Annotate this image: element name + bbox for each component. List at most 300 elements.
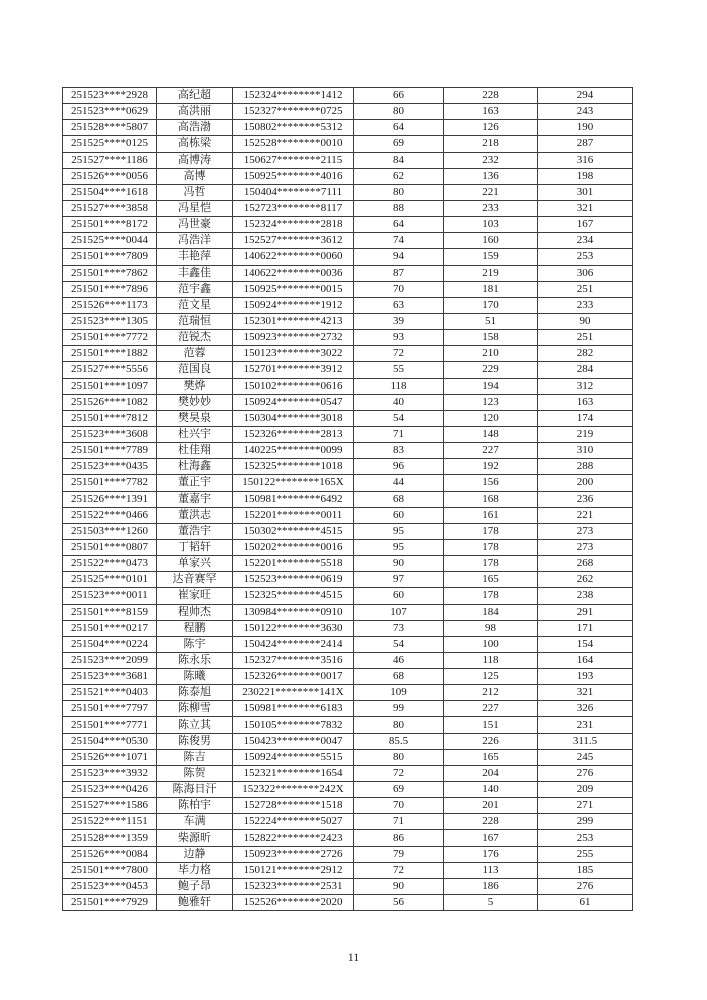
cell-score-2: 168 [444,491,538,507]
cell-exam-number: 251501****0217 [63,620,157,636]
cell-score-1: 64 [354,217,444,233]
cell-id-number: 150923********2732 [233,330,354,346]
table-row [63,88,633,104]
cell-name: 范瑞恒 [157,313,233,329]
cell-id-number: 150123********3022 [233,346,354,362]
cell-score-2: 178 [444,539,538,555]
table-row [63,588,633,604]
cell-total: 231 [538,717,633,733]
table-row [63,200,633,216]
cell-score-1: 109 [354,685,444,701]
cell-total: 209 [538,782,633,798]
cell-total: 282 [538,346,633,362]
cell-name: 陈曦 [157,669,233,685]
cell-total: 90 [538,313,633,329]
table-row [63,830,633,846]
cell-score-1: 83 [354,443,444,459]
cell-total: 253 [538,249,633,265]
cell-total: 251 [538,330,633,346]
cell-exam-number: 251501****1882 [63,346,157,362]
cell-total: 255 [538,846,633,862]
table-row [63,426,633,442]
cell-total: 306 [538,265,633,281]
cell-score-2: 165 [444,749,538,765]
cell-total: 174 [538,410,633,426]
cell-exam-number: 251504****0224 [63,636,157,652]
cell-name: 车满 [157,814,233,830]
cell-score-2: 103 [444,217,538,233]
cell-score-1: 54 [354,410,444,426]
cell-score-1: 60 [354,588,444,604]
cell-name: 高浩渤 [157,120,233,136]
cell-total: 299 [538,814,633,830]
cell-name: 樊烨 [157,378,233,394]
table-row [63,362,633,378]
cell-score-2: 158 [444,330,538,346]
cell-score-2: 229 [444,362,538,378]
cell-score-2: 148 [444,426,538,442]
table-row [63,120,633,136]
cell-total: 271 [538,798,633,814]
cell-id-number: 152201********5518 [233,556,354,572]
cell-score-1: 64 [354,120,444,136]
table-row [63,620,633,636]
cell-name: 陈立其 [157,717,233,733]
cell-name: 边静 [157,846,233,862]
cell-name: 高纪超 [157,88,233,104]
table-row [63,701,633,717]
cell-exam-number: 251523****2928 [63,88,157,104]
cell-total: 321 [538,685,633,701]
cell-score-2: 156 [444,475,538,491]
cell-total: 268 [538,556,633,572]
cell-name: 程帅杰 [157,604,233,620]
cell-id-number: 150924********5515 [233,749,354,765]
cell-score-2: 136 [444,168,538,184]
table-row [63,297,633,313]
cell-score-1: 80 [354,104,444,120]
table-row [63,104,633,120]
cell-id-number: 150202********0016 [233,539,354,555]
cell-score-2: 201 [444,798,538,814]
cell-name: 陈贺 [157,765,233,781]
cell-id-number: 130984********0910 [233,604,354,620]
cell-total: 164 [538,652,633,668]
cell-total: 288 [538,459,633,475]
table-row [63,749,633,765]
cell-total: 253 [538,830,633,846]
cell-score-2: 5 [444,895,538,911]
cell-total: 311.5 [538,733,633,749]
cell-score-1: 62 [354,168,444,184]
cell-id-number: 152723********8117 [233,200,354,216]
cell-score-1: 69 [354,782,444,798]
cell-score-1: 68 [354,491,444,507]
cell-name: 达音赛罕 [157,572,233,588]
cell-total: 321 [538,200,633,216]
page-number: 11 [347,950,360,964]
cell-score-1: 95 [354,539,444,555]
table-row [63,168,633,184]
cell-name: 冯浩洋 [157,233,233,249]
cell-id-number: 152728********1518 [233,798,354,814]
cell-id-number: 150121********2912 [233,862,354,878]
cell-total: 198 [538,168,633,184]
cell-total: 190 [538,120,633,136]
cell-id-number: 150424********2414 [233,636,354,652]
cell-score-2: 51 [444,313,538,329]
cell-exam-number: 251521****0403 [63,685,157,701]
cell-exam-number: 251527****1186 [63,152,157,168]
cell-total: 287 [538,136,633,152]
cell-id-number: 152325********1018 [233,459,354,475]
cell-score-2: 165 [444,572,538,588]
table-row [63,539,633,555]
cell-score-2: 160 [444,233,538,249]
cell-name: 杜佳翔 [157,443,233,459]
cell-score-2: 226 [444,733,538,749]
cell-name: 陈俊男 [157,733,233,749]
cell-id-number: 230221********141X [233,685,354,701]
cell-exam-number: 251501****7782 [63,475,157,491]
cell-score-1: 85.5 [354,733,444,749]
cell-exam-number: 251501****7809 [63,249,157,265]
cell-exam-number: 251526****0084 [63,846,157,862]
cell-total: 294 [538,88,633,104]
table-row [63,895,633,911]
cell-score-1: 99 [354,701,444,717]
cell-id-number: 152301********4213 [233,313,354,329]
cell-name: 范锐杰 [157,330,233,346]
cell-exam-number: 251501****7771 [63,717,157,733]
cell-total: 219 [538,426,633,442]
cell-id-number: 152527********3612 [233,233,354,249]
table-row [63,394,633,410]
table-row [63,475,633,491]
cell-exam-number: 251501****0807 [63,539,157,555]
cell-score-2: 228 [444,814,538,830]
cell-name: 冯哲 [157,184,233,200]
cell-score-2: 178 [444,523,538,539]
cell-exam-number: 251501****8159 [63,604,157,620]
cell-exam-number: 251523****3932 [63,765,157,781]
cell-total: 312 [538,378,633,394]
cell-total: 167 [538,217,633,233]
cell-total: 163 [538,394,633,410]
cell-score-1: 90 [354,878,444,894]
table-row [63,717,633,733]
cell-score-1: 54 [354,636,444,652]
table-row [63,669,633,685]
cell-total: 154 [538,636,633,652]
cell-id-number: 152324********1412 [233,88,354,104]
cell-score-1: 80 [354,717,444,733]
cell-name: 范蓉 [157,346,233,362]
cell-score-1: 71 [354,426,444,442]
table-row [63,217,633,233]
cell-exam-number: 251501****7789 [63,443,157,459]
cell-score-2: 204 [444,765,538,781]
cell-total: 262 [538,572,633,588]
cell-score-2: 123 [444,394,538,410]
cell-exam-number: 251501****7797 [63,701,157,717]
cell-id-number: 150627********2115 [233,152,354,168]
cell-name: 高博 [157,168,233,184]
cell-id-number: 150122********165X [233,475,354,491]
cell-total: 276 [538,765,633,781]
table-row [63,846,633,862]
table-row [63,249,633,265]
cell-score-1: 63 [354,297,444,313]
cell-name: 高栋梁 [157,136,233,152]
cell-name: 鲍雅轩 [157,895,233,911]
cell-total: 233 [538,297,633,313]
cell-score-2: 232 [444,152,538,168]
cell-exam-number: 251501****7862 [63,265,157,281]
cell-exam-number: 251523****0435 [63,459,157,475]
cell-score-2: 221 [444,184,538,200]
cell-name: 范宇鑫 [157,281,233,297]
cell-total: 316 [538,152,633,168]
cell-total: 61 [538,895,633,911]
cell-name: 冯世豪 [157,217,233,233]
cell-score-2: 219 [444,265,538,281]
cell-score-1: 79 [354,846,444,862]
cell-score-1: 40 [354,394,444,410]
cell-score-2: 218 [444,136,538,152]
cell-id-number: 152224********5027 [233,814,354,830]
cell-score-2: 184 [444,604,538,620]
cell-score-2: 151 [444,717,538,733]
cell-name: 杜兴宇 [157,426,233,442]
cell-score-1: 72 [354,862,444,878]
cell-score-2: 176 [444,846,538,862]
cell-id-number: 150924********1912 [233,297,354,313]
table-row [63,346,633,362]
cell-exam-number: 251523****1305 [63,313,157,329]
cell-name: 柴源昕 [157,830,233,846]
cell-score-2: 227 [444,443,538,459]
cell-exam-number: 251525****0125 [63,136,157,152]
cell-exam-number: 251527****5556 [63,362,157,378]
cell-id-number: 150102********0616 [233,378,354,394]
table-row [63,184,633,200]
cell-score-1: 44 [354,475,444,491]
cell-exam-number: 251527****3858 [63,200,157,216]
table-row [63,281,633,297]
table-row [63,523,633,539]
cell-name: 董浩宇 [157,523,233,539]
cell-score-1: 96 [354,459,444,475]
cell-id-number: 152822********2423 [233,830,354,846]
cell-score-2: 212 [444,685,538,701]
cell-total: 200 [538,475,633,491]
cell-id-number: 150802********5312 [233,120,354,136]
cell-name: 丁韬轩 [157,539,233,555]
table-row [63,233,633,249]
cell-exam-number: 251523****2099 [63,652,157,668]
cell-score-1: 56 [354,895,444,911]
cell-name: 陈柏宇 [157,798,233,814]
cell-name: 单家兴 [157,556,233,572]
cell-score-1: 84 [354,152,444,168]
cell-total: 238 [538,588,633,604]
cell-id-number: 150122********3630 [233,620,354,636]
cell-score-2: 159 [444,249,538,265]
table-row [63,685,633,701]
cell-score-1: 55 [354,362,444,378]
cell-score-2: 118 [444,652,538,668]
cell-score-1: 70 [354,798,444,814]
cell-exam-number: 251504****1618 [63,184,157,200]
cell-id-number: 150304********3018 [233,410,354,426]
cell-name: 樊妙妙 [157,394,233,410]
cell-score-2: 161 [444,507,538,523]
cell-score-1: 72 [354,765,444,781]
cell-name: 崔家旺 [157,588,233,604]
cell-id-number: 140622********0060 [233,249,354,265]
cell-score-1: 88 [354,200,444,216]
cell-score-2: 178 [444,556,538,572]
cell-total: 221 [538,507,633,523]
cell-id-number: 150404********7111 [233,184,354,200]
cell-id-number: 150924********0547 [233,394,354,410]
cell-exam-number: 251501****7812 [63,410,157,426]
cell-total: 276 [538,878,633,894]
cell-id-number: 152526********2020 [233,895,354,911]
cell-score-2: 163 [444,104,538,120]
cell-score-2: 140 [444,782,538,798]
cell-exam-number: 251501****7896 [63,281,157,297]
cell-exam-number: 251501****7800 [63,862,157,878]
cell-exam-number: 251501****7929 [63,895,157,911]
cell-total: 243 [538,104,633,120]
cell-exam-number: 251526****1391 [63,491,157,507]
table-row [63,604,633,620]
cell-id-number: 152528********0010 [233,136,354,152]
cell-score-1: 93 [354,330,444,346]
cell-exam-number: 251501****8172 [63,217,157,233]
cell-total: 185 [538,862,633,878]
table-row [63,782,633,798]
cell-id-number: 152326********2813 [233,426,354,442]
cell-name: 范国良 [157,362,233,378]
cell-exam-number: 251522****0473 [63,556,157,572]
cell-id-number: 150981********6183 [233,701,354,717]
cell-exam-number: 251525****0101 [63,572,157,588]
cell-name: 范文星 [157,297,233,313]
cell-total: 236 [538,491,633,507]
cell-id-number: 152322********242X [233,782,354,798]
cell-name: 陈泰旭 [157,685,233,701]
table-row [63,443,633,459]
cell-name: 陈柳雪 [157,701,233,717]
cell-score-1: 97 [354,572,444,588]
cell-name: 丰艳萍 [157,249,233,265]
cell-total: 291 [538,604,633,620]
cell-score-1: 94 [354,249,444,265]
cell-id-number: 150302********4515 [233,523,354,539]
cell-score-1: 46 [354,652,444,668]
cell-name: 毕力格 [157,862,233,878]
cell-score-1: 70 [354,281,444,297]
table-row [63,636,633,652]
table-row [63,556,633,572]
table-row [63,491,633,507]
cell-score-1: 95 [354,523,444,539]
cell-exam-number: 251525****0044 [63,233,157,249]
table-row [63,459,633,475]
cell-exam-number: 251523****0453 [63,878,157,894]
cell-exam-number: 251526****1071 [63,749,157,765]
cell-score-2: 228 [444,88,538,104]
cell-id-number: 140622********0036 [233,265,354,281]
cell-name: 陈吉 [157,749,233,765]
cell-score-1: 80 [354,184,444,200]
cell-total: 171 [538,620,633,636]
table-row [63,765,633,781]
cell-name: 程鹏 [157,620,233,636]
cell-score-1: 60 [354,507,444,523]
score-table-body [63,88,633,911]
cell-total: 234 [538,233,633,249]
cell-score-1: 118 [354,378,444,394]
table-row [63,507,633,523]
cell-total: 284 [538,362,633,378]
cell-score-2: 125 [444,669,538,685]
cell-total: 245 [538,749,633,765]
cell-id-number: 150105********7832 [233,717,354,733]
cell-total: 273 [538,539,633,555]
cell-id-number: 152325********4515 [233,588,354,604]
cell-name: 高洪丽 [157,104,233,120]
cell-id-number: 152201********0011 [233,507,354,523]
cell-exam-number: 251504****0530 [63,733,157,749]
cell-name: 董嘉宇 [157,491,233,507]
cell-score-1: 80 [354,749,444,765]
cell-id-number: 152326********0017 [233,669,354,685]
cell-name: 董正宇 [157,475,233,491]
cell-exam-number: 251501****1097 [63,378,157,394]
cell-score-2: 181 [444,281,538,297]
cell-name: 冯星恺 [157,200,233,216]
cell-name: 高博涛 [157,152,233,168]
cell-exam-number: 251528****5807 [63,120,157,136]
cell-score-2: 210 [444,346,538,362]
cell-score-2: 126 [444,120,538,136]
table-row [63,652,633,668]
cell-name: 丰鑫佳 [157,265,233,281]
cell-score-2: 120 [444,410,538,426]
cell-id-number: 150981********6492 [233,491,354,507]
cell-name: 董洪志 [157,507,233,523]
cell-score-1: 107 [354,604,444,620]
cell-id-number: 150925********4016 [233,168,354,184]
cell-score-1: 87 [354,265,444,281]
cell-exam-number: 251526****1173 [63,297,157,313]
cell-exam-number: 251523****3681 [63,669,157,685]
table-row [63,136,633,152]
table-row [63,814,633,830]
cell-id-number: 152701********3912 [233,362,354,378]
cell-exam-number: 251527****1586 [63,798,157,814]
cell-id-number: 140225********0099 [233,443,354,459]
table-row [63,410,633,426]
cell-id-number: 152327********3516 [233,652,354,668]
cell-score-2: 178 [444,588,538,604]
cell-id-number: 150923********2726 [233,846,354,862]
table-row [63,378,633,394]
